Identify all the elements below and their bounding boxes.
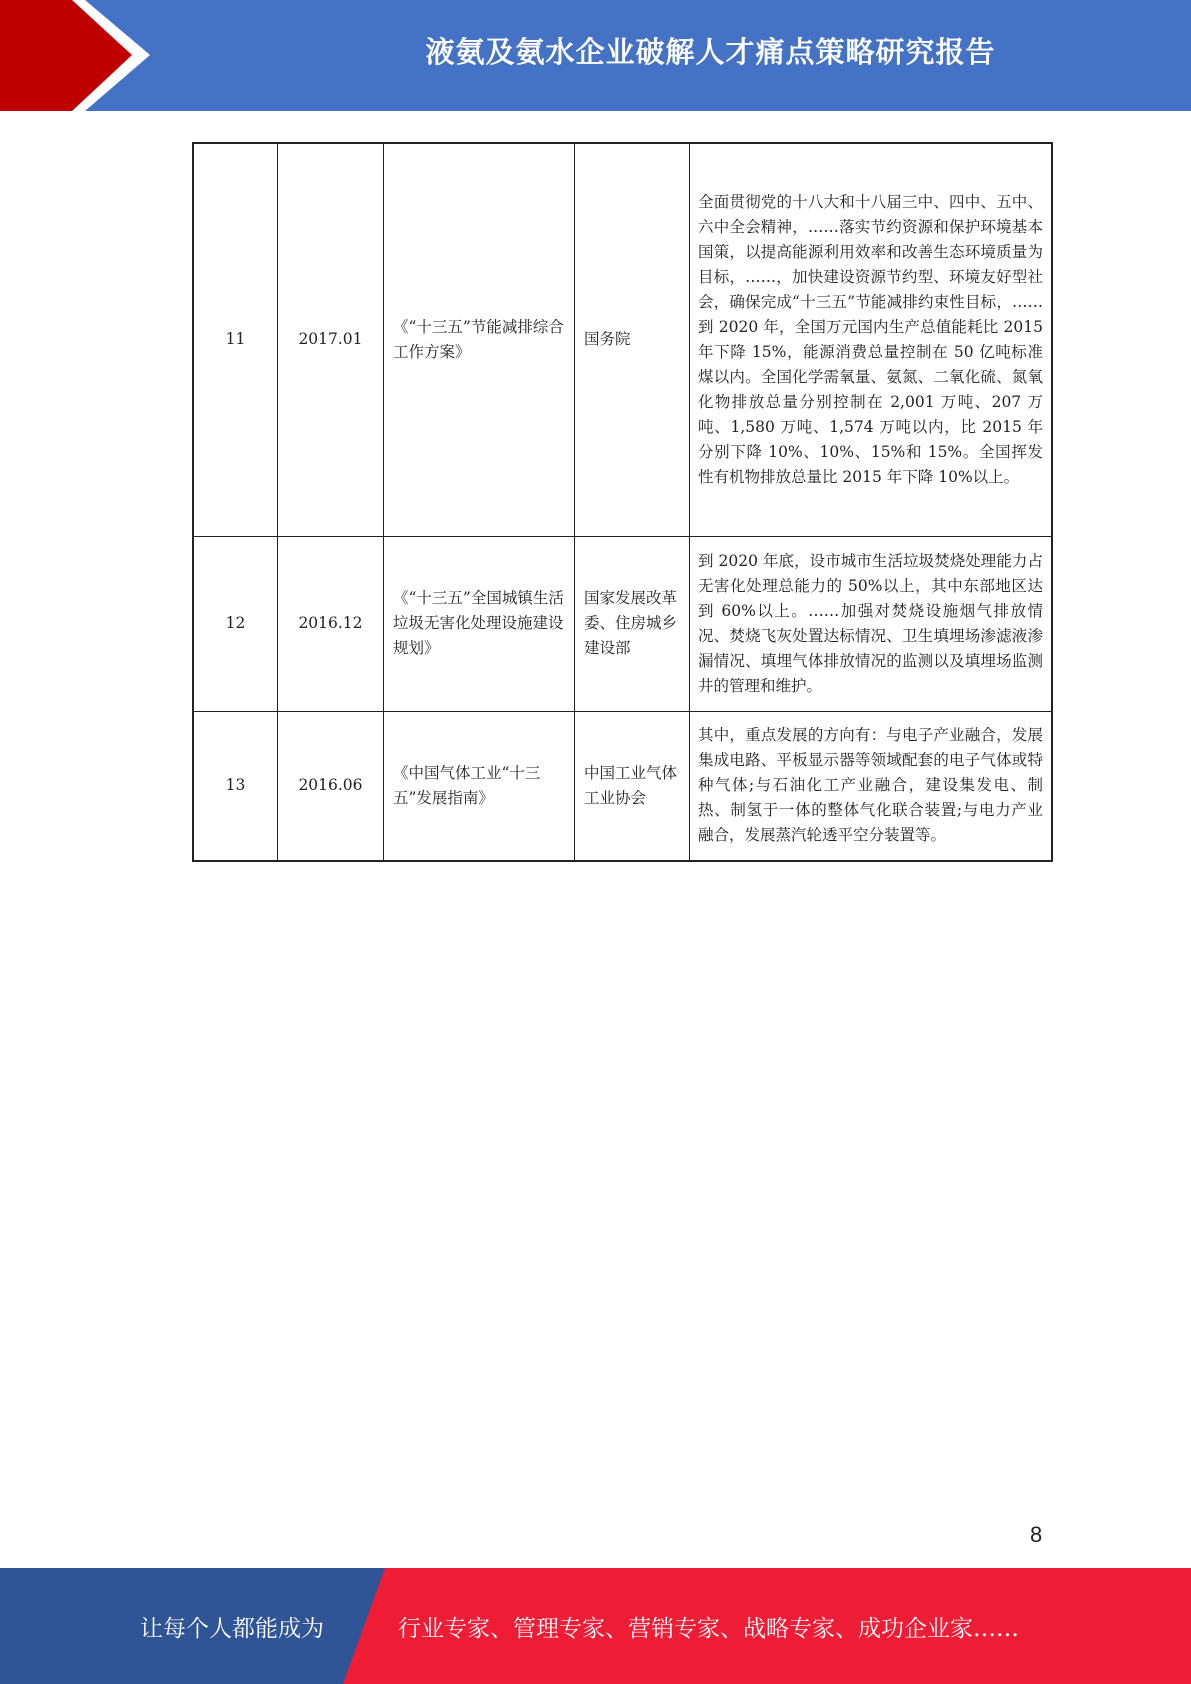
table-row: [193, 143, 1052, 536]
table-row: [193, 711, 1052, 861]
issuing-department: 国家发展改革委、住房城乡建设部: [575, 536, 690, 711]
footer-slogan-right: 行业专家、管理专家、营销专家、战略专家、成功企业家……: [398, 1615, 1019, 1642]
table-row: [193, 536, 1052, 711]
row-number: 12: [193, 536, 278, 711]
policy-content: 到 2020 年底，设市城市生活垃圾焚烧处理能力占无害化处理总能力的 50%以上，其中东部地区达到 60%以上。……加强对焚烧设施烟气排放情况、焚烧飞灰处置达标情况、卫生填埋场渗滤液渗漏情况、填埋气体排放情况的监测以及填埋场监测井的管理和维护。: [690, 536, 1053, 711]
page-number: 8: [1030, 1522, 1043, 1547]
page-footer: [0, 1568, 1191, 1684]
row-date: 2016.06: [278, 711, 384, 861]
row-number: 13: [193, 711, 278, 861]
policy-table: [192, 142, 1053, 862]
footer-slogan-left: 让每个人都能成为: [140, 1615, 324, 1642]
policy-name: 《“十三五”全国城镇生活垃圾无害化处理设施建设规划》: [384, 536, 575, 711]
row-number: 11: [193, 143, 278, 536]
row-date: 2016.12: [278, 536, 384, 711]
issuing-department: 国务院: [575, 143, 690, 536]
policy-content: 其中，重点发展的方向有：与电子产业融合，发展集成电路、平板显示器等领域配套的电子气体或特种气体;与石油化工产业融合，建设集发电、制热、制氢于一体的整体气化联合装置;与电力产业融合，发展蒸汽轮透平空分装置等。: [690, 711, 1053, 861]
policy-content: 全面贯彻党的十八大和十八届三中、四中、五中、六中全会精神，……落实节约资源和保护环境基本国策，以提高能源利用效率和改善生态环境质量为目标，……，加快建设资源节约型、环境友好型社会，确保完成“十三五”节能减排约束性目标，……到 2020 年，全国万元国内生产总值能耗比 2015 年下降 15%，能源消费总量控制在 50 亿吨标准煤以内。全国化学需氧量、氨氮、二氧化硫、氮氧化物排放总量分别控制在 2,001 万吨、207 万吨、1,580 万吨、1,574 万吨以内，比 2015 年分别下降 10%、10%、15%和 15%。全国挥发性有机物排放总量比 2015 年下降 10%以上。: [690, 143, 1053, 536]
policy-name: 《中国气体工业“十三五”发展指南》: [384, 711, 575, 861]
policy-name: 《“十三五”节能减排综合工作方案》: [384, 143, 575, 536]
issuing-department: 中国工业气体工业协会: [575, 711, 690, 861]
report-title: 液氨及氨水企业破解人才痛点策略研究报告: [425, 34, 996, 69]
row-date: 2017.01: [278, 143, 384, 536]
page-header: [0, 0, 1191, 111]
